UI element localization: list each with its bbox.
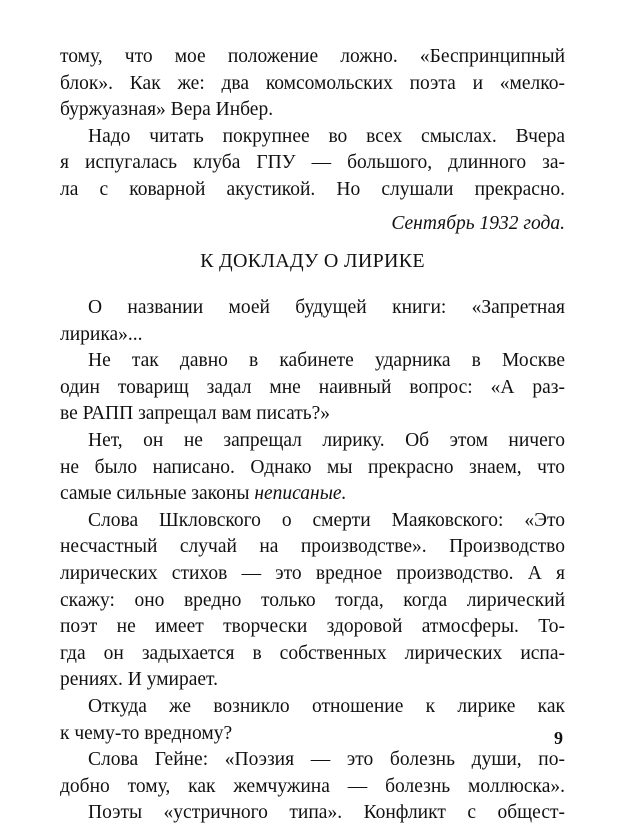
text-line: буржуазная» Вера Инбер. bbox=[60, 99, 274, 121]
text-line: поэт не имеет творчески здоровой атмосферы. То- bbox=[60, 616, 565, 638]
text-line: тому, что мое положение ложно. «Беспринципный bbox=[60, 46, 565, 67]
text-line: несчастный случай на производстве». Производство bbox=[60, 536, 565, 558]
text-line: Поэты «устричного типа». Конфликт с общест- bbox=[88, 802, 565, 824]
page-number: 9 bbox=[554, 728, 563, 748]
text-line: не было написано. Однако мы прекрасно знаем, что bbox=[60, 456, 565, 478]
text-line: я испугалась клуба ГПУ — большого, длинного за- bbox=[60, 152, 565, 174]
text-fragment: самые сильные законы bbox=[60, 483, 250, 505]
text-line: Слова Шкловского о смерти Маяковского: «Это bbox=[88, 509, 565, 531]
paragraph-block-1 bbox=[60, 44, 565, 204]
text-line: Надо читать покрупнее во всех смыслах. Вчера bbox=[88, 125, 565, 147]
emphasis-text: неписаные. bbox=[254, 483, 347, 505]
text-line: блок». Как же: два комсомольских поэта и «мелко- bbox=[60, 72, 565, 94]
section-heading: К ДОКЛАДУ О ЛИРИКЕ bbox=[200, 250, 425, 272]
text-line: добно тому, как жемчужина — болезнь моллюска». bbox=[60, 775, 565, 797]
text-line: к чему-то вредному? bbox=[60, 722, 233, 744]
dateline: Сентябрь 1932 года. bbox=[391, 213, 565, 234]
text-line: лирических стихов — это вредное производство. А я bbox=[60, 562, 565, 584]
text-line: ла с коварной акустикой. Но слушали прекрасно. bbox=[60, 178, 565, 200]
text-line: ве РАПП запрещал вам писать?» bbox=[60, 403, 331, 425]
text-line: лирика»... bbox=[60, 323, 143, 345]
text-line: рениях. И умирает. bbox=[60, 669, 218, 691]
paragraph-block-2 bbox=[60, 295, 565, 827]
text-line: О названии моей будущей книги: «Запретная bbox=[88, 297, 565, 318]
text-line: Откуда же возникло отношение к лирике как bbox=[88, 695, 565, 717]
text-line bbox=[60, 481, 565, 508]
text-line: Слова Гейне: «Поэзия — это болезнь души, по- bbox=[88, 749, 565, 771]
text-line: гда он задыхается в собственных лирических испа- bbox=[60, 642, 565, 664]
text-line: Нет, он не запрещал лирику. Об этом ничего bbox=[88, 429, 565, 451]
text-line: один товарищ задал мне наивный вопрос: «А раз- bbox=[60, 376, 565, 398]
text-line: скажу: оно вредно только тогда, когда лирический bbox=[60, 589, 565, 611]
text-line: Не так давно в кабинете ударника в Москве bbox=[88, 350, 565, 372]
